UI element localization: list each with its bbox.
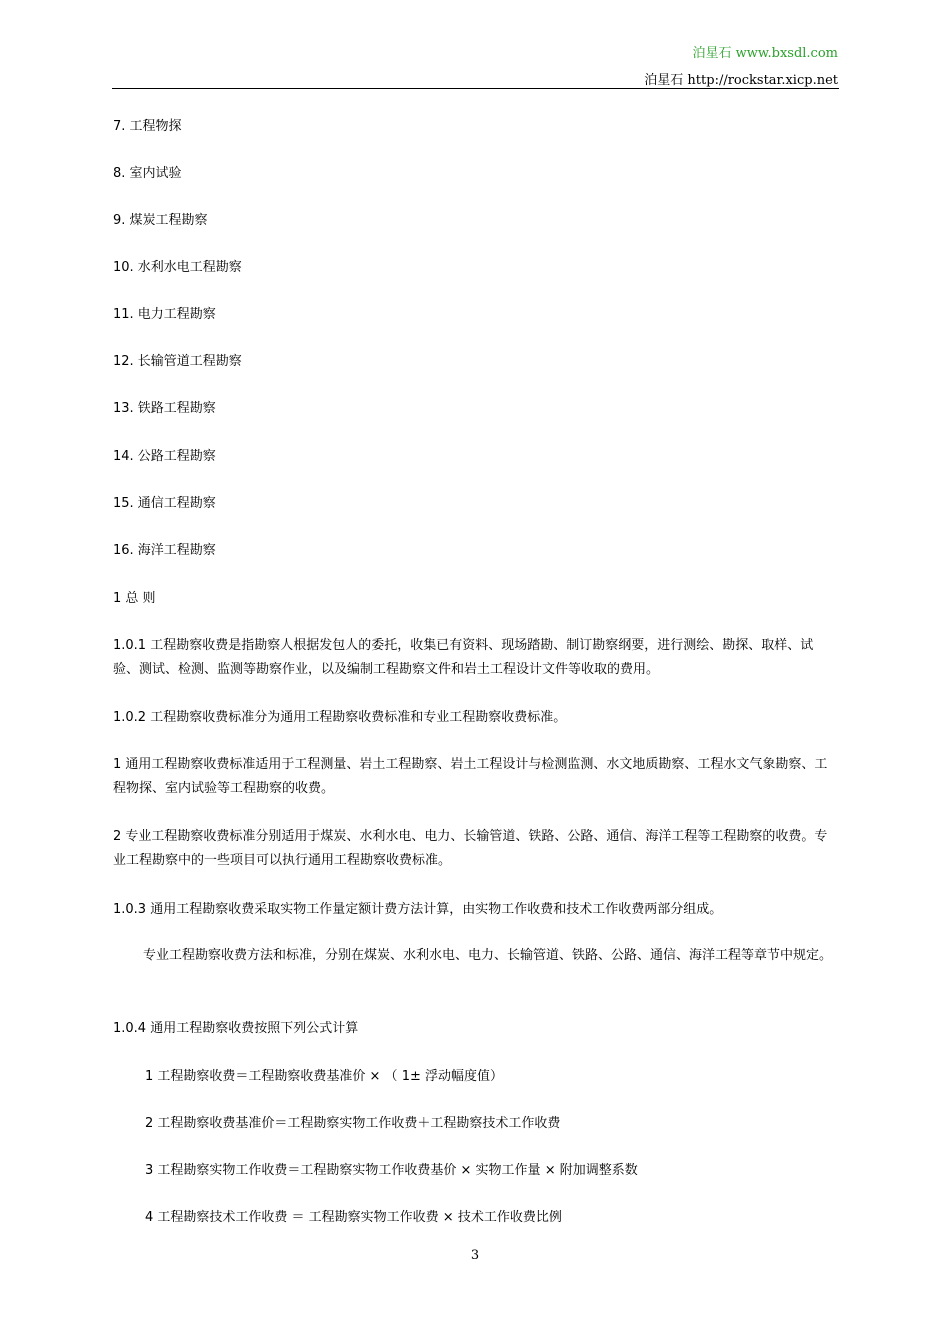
list-item: 7. 工程物探 bbox=[113, 119, 182, 134]
header-url: 泊星石 http://rockstar.xicp.net bbox=[644, 73, 838, 88]
formula-2: 2 工程勘察收费基准价＝工程勘察实物工作收费＋工程勘察技术工作收费 bbox=[145, 1116, 561, 1131]
list-item: 11. 电力工程勘察 bbox=[113, 307, 216, 322]
list-item: 13. 铁路工程勘察 bbox=[113, 401, 216, 416]
list-item: 10. 水利水电工程勘察 bbox=[113, 260, 242, 275]
paragraph-1-0-2: 1.0.2 工程勘察收费标准分为通用工程勘察收费标准和专业工程勘察收费标准。 bbox=[113, 710, 567, 725]
paragraph-1-0-1: 1.0.1 工程勘察收费是指勘察人根据发包人的委托，收集已有资料、现场踏勘、制订勘察纲要，进行测绘、勘探、取样、试验、测试、检测、监测等勘察作业，以及编制工程勘察文件和岩土工程设计文件等收取的费用。 bbox=[113, 638, 814, 677]
formula-1: 1 工程勘察收费＝工程勘察收费基准价 × （ 1± 浮动幅度值） bbox=[145, 1069, 503, 1084]
paragraph-1-0-3: 1.0.3 通用工程勘察收费采取实物工作量定额计费方法计算，由实物工作收费和技术工作收费两部分组成。 bbox=[113, 902, 723, 917]
header-divider bbox=[112, 88, 839, 89]
list-item: 15. 通信工程勘察 bbox=[113, 496, 216, 511]
formula-3: 3 工程勘察实物工作收费＝工程勘察实物工作收费基价 × 实物工作量 × 附加调整系数 bbox=[145, 1163, 638, 1178]
paragraph-1-0-2-item-2: 2 专业工程勘察收费标准分别适用于煤炭、水利水电、电力、长输管道、铁路、公路、通信、海洋工程等工程勘察的收费。专业工程勘察中的一些项目可以执行通用工程勘察收费标准。 bbox=[113, 829, 828, 868]
paragraph-1-0-4: 1.0.4 通用工程勘察收费按照下列公式计算 bbox=[113, 1021, 359, 1036]
list-item: 8. 室内试验 bbox=[113, 166, 182, 181]
list-item: 12. 长输管道工程勘察 bbox=[113, 354, 242, 369]
list-item: 14. 公路工程勘察 bbox=[113, 449, 216, 464]
paragraph-1-0-3-continued: 专业工程勘察收费方法和标准，分别在煤炭、水利水电、电力、长输管道、铁路、公路、通信、海洋工程等章节中规定。 bbox=[143, 948, 833, 963]
paragraph-1-0-2-item-1: 1 通用工程勘察收费标准适用于工程测量、岩土工程勘察、岩土工程设计与检测监测、水文地质勘察、工程水文气象勘察、工程物探、室内试验等工程勘察的收费。 bbox=[113, 757, 828, 796]
header-site-link: 泊星石 www.bxsdl.com bbox=[692, 46, 838, 61]
page-number: 3 bbox=[470, 1248, 480, 1263]
formula-4: 4 工程勘察技术工作收费 ＝ 工程勘察实物工作收费 × 技术工作收费比例 bbox=[145, 1210, 562, 1225]
section-title: 1 总 则 bbox=[113, 591, 156, 606]
list-item: 16. 海洋工程勘察 bbox=[113, 543, 216, 558]
list-item: 9. 煤炭工程勘察 bbox=[113, 213, 208, 228]
